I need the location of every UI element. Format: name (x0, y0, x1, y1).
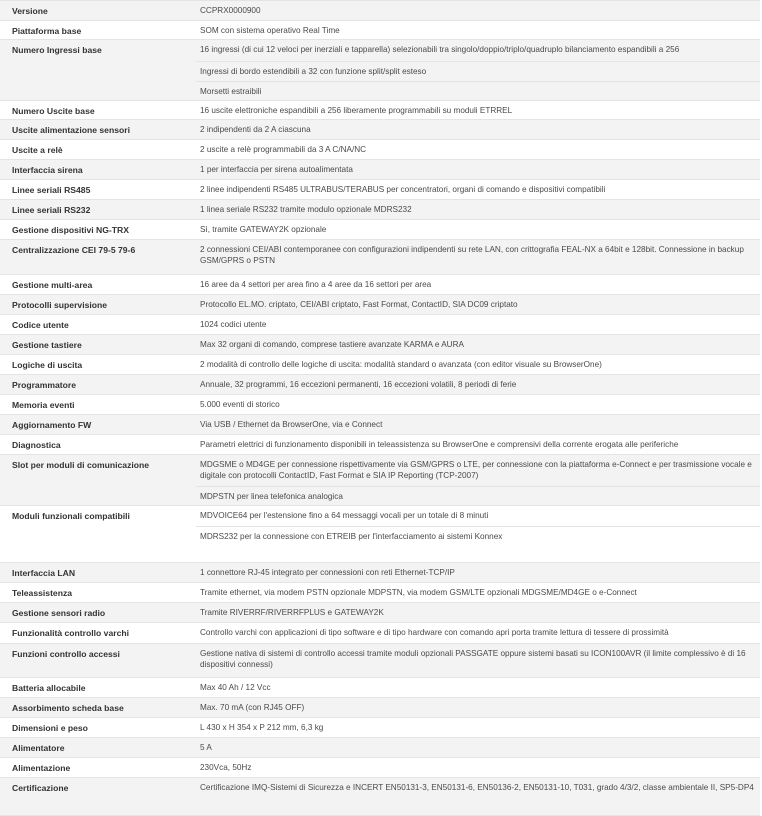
spec-value: MDVOICE64 per l'estensione fino a 64 messaggi vocali per un totale di 8 minuti (200, 511, 489, 520)
spec-value: MDGSME o MD4GE per connessione rispettivamente via GSM/GPRS o LTE, per connessione con la piattaforma e-Connect e per trasmissione vocale e digitale con protocolli ContactID, Fast Format e SIA IP Reporting (TCP-2007) (200, 460, 752, 481)
spec-row (0, 20, 760, 40)
spec-label: Dimensioni e peso (12, 723, 88, 733)
spec-value: 16 uscite elettroniche espandibili a 256 liberamente programmabili su moduli ETRREL (200, 106, 513, 115)
spec-row (0, 199, 760, 220)
spec-value: 2 indipendenti da 2 A ciascuna (200, 125, 311, 134)
spec-label: Logiche di uscita (12, 360, 83, 370)
spec-label: Versione (12, 6, 48, 16)
spec-label: Numero Uscite base (12, 106, 95, 116)
spec-label: Alimentatore (12, 743, 65, 753)
spec-row (0, 454, 760, 506)
spec-label: Funzionalità controllo varchi (12, 628, 129, 638)
spec-label: Piattaforma base (12, 26, 82, 36)
spec-row (0, 697, 760, 718)
spec-value: 1 per interfaccia per sirena autoalimentata (200, 165, 353, 174)
spec-value: Tramite ethernet, via modem PSTN opzionale MDPSTN, via modem GSM/LTE opzionali MDGSME/MD4GE o e-Connect (200, 588, 637, 597)
spec-row (0, 294, 760, 315)
spec-value: Gestione nativa di sistemi di controllo accessi tramite moduli opzionali PASSGATE oppure sistemi basati su ICON100AVR (il limite complessivo è di 16 dispositivi connessi) (200, 649, 746, 670)
spec-row (0, 434, 760, 455)
spec-value: 2 connessioni CEI/ABI contemporanee con configurazioni indipendenti su rete LAN, con crittografia FEAL-NX a 64bit e 128bit. Connessione in backup GSM/GPRS o PSTN (200, 245, 744, 266)
spec-subrow (196, 61, 760, 82)
spec-label: Codice utente (12, 320, 69, 330)
spec-subrow (196, 81, 760, 102)
spec-value: CCPRX0000900 (200, 6, 261, 15)
spec-label: Protocolli supervisione (12, 300, 108, 310)
spec-label: Teleassistenza (12, 588, 73, 598)
spec-subrow (196, 486, 760, 507)
spec-value: Tramite RIVERRF/RIVERRFPLUS e GATEWAY2K (200, 608, 384, 617)
spec-value: 5.000 eventi di storico (200, 400, 280, 409)
spec-subrow (196, 40, 760, 61)
spec-label: Uscite a relè (12, 145, 63, 155)
spec-row (0, 39, 760, 101)
spec-row (0, 622, 760, 644)
spec-row (0, 374, 760, 395)
spec-value: 1 connettore RJ-45 integrato per connessioni con reti Ethernet-TCP/IP (200, 568, 455, 577)
spec-label: Gestione multi-area (12, 280, 93, 290)
spec-value: 16 ingressi (di cui 12 veloci per inerziali e tapparella) selezionabili tra singolo/doppio/triplo/quadruplo bilanciamento espandibili a 256 (200, 45, 680, 54)
spec-row (0, 159, 760, 180)
spec-label: Memoria eventi (12, 400, 75, 410)
spec-row (0, 274, 760, 295)
spec-row (0, 239, 760, 275)
spec-label: Slot per moduli di comunicazione (12, 460, 150, 470)
spec-value: 16 aree da 4 settori per area fino a 4 aree da 16 settori per area (200, 280, 432, 289)
spec-row (0, 139, 760, 160)
spec-label: Aggiornamento FW (12, 420, 92, 430)
spec-value: MDRS232 per la connessione con ETREIB per l'interfacciamento ai sistemi Konnex (200, 532, 503, 541)
spec-value: Parametri elettrici di funzionamento disponibili in teleassistenza su BrowserOne e comprensivi della corrente erogata alle periferiche (200, 440, 679, 449)
spec-label: Gestione sensori radio (12, 608, 106, 618)
spec-row (0, 737, 760, 758)
spec-label: Interfaccia LAN (12, 568, 76, 578)
spec-label: Gestione tastiere (12, 340, 82, 350)
spec-row (0, 757, 760, 778)
spec-value: Max 32 organi di comando, comprese tastiere avanzate KARMA e AURA (200, 340, 464, 349)
spec-row (0, 179, 760, 200)
spec-label: Funzioni controllo accessi (12, 649, 120, 659)
spec-row (0, 562, 760, 583)
spec-label: Certificazione (12, 783, 69, 793)
spec-row (0, 354, 760, 375)
spec-value: Protocollo EL.MO. criptato, CEI/ABI criptato, Fast Format, ContactID, SIA DC09 criptato (200, 300, 518, 309)
spec-label: Interfaccia sirena (12, 165, 83, 175)
spec-row (0, 414, 760, 435)
spec-label: Diagnostica (12, 440, 61, 450)
spec-value: 2 modalità di controllo delle logiche di uscita: modalità standard o avanzata (con editor visuale su BrowserOne) (200, 360, 602, 369)
spec-label: Alimentazione (12, 763, 71, 773)
spec-label: Moduli funzionali compatibili (12, 511, 130, 521)
spec-value: Sì, tramite GATEWAY2K opzionale (200, 225, 327, 234)
spec-value: 2 linee indipendenti RS485 ULTRABUS/TERABUS per concentratori, organi di comando e dispositivi compatibili (200, 185, 606, 194)
spec-value: Certificazione IMQ-Sistemi di Sicurezza e INCERT EN50131-3, EN50131-6, EN50136-2, EN50131-10, T031, grado 4/3/2, classe ambientale II, SP5-DP4 (200, 783, 754, 792)
spec-label: Linee seriali RS232 (12, 205, 91, 215)
spec-row (0, 219, 760, 240)
spec-value: Annuale, 32 programmi, 16 eccezioni permanenti, 16 eccezioni volatili, 8 periodi di ferie (200, 380, 517, 389)
spec-value: 1024 codici utente (200, 320, 267, 329)
spec-value: Max. 70 mA (con RJ45 OFF) (200, 703, 305, 712)
spec-row (0, 314, 760, 335)
spec-value: 5 A (200, 743, 212, 752)
spec-row (0, 334, 760, 355)
spec-value: Ingressi di bordo estendibili a 32 con funzione split/split esteso (200, 67, 427, 76)
spec-row (0, 100, 760, 120)
spec-label: Centralizzazione CEI 79-5 79-6 (12, 245, 136, 255)
spec-row (0, 119, 760, 140)
spec-label: Numero Ingressi base (12, 45, 102, 55)
spec-subrow (196, 506, 760, 526)
spec-row (0, 717, 760, 738)
spec-value: Via USB / Ethernet da BrowserOne, via e Connect (200, 420, 383, 429)
spec-value: 2 uscite a relè programmabili da 3 A C/NA/NC (200, 145, 367, 154)
spec-row (0, 0, 760, 21)
spec-value: L 430 x H 354 x P 212 mm, 6,3 kg (200, 723, 324, 732)
spec-value: 1 linea seriale RS232 tramite modulo opzionale MDRS232 (200, 205, 412, 214)
spec-label: Batteria allocabile (12, 683, 86, 693)
spec-row (0, 582, 760, 603)
spec-value: 230Vca, 50Hz (200, 763, 252, 772)
spec-value: MDPSTN per linea telefonica analogica (200, 492, 343, 501)
spec-label: Gestione dispositivi NG-TRX (12, 225, 129, 235)
spec-value: Controllo varchi con applicazioni di tipo software e di tipo hardware con comando apri porta tramite lettura di tessere di prossimità (200, 628, 669, 637)
spec-row (0, 394, 760, 415)
spec-label: Assorbimento scheda base (12, 703, 124, 713)
spec-row (0, 602, 760, 623)
spec-row (0, 777, 760, 816)
spec-label: Linee seriali RS485 (12, 185, 91, 195)
spec-subrow (196, 455, 760, 486)
spec-row (0, 643, 760, 678)
spec-row (0, 505, 760, 563)
spec-row (0, 677, 760, 698)
spec-subrow (196, 526, 760, 548)
spec-label: Uscite alimentazione sensori (12, 125, 130, 135)
spec-label: Programmatore (12, 380, 76, 390)
spec-value: Morsetti estraibili (200, 87, 262, 96)
spec-value: SOM con sistema operativo Real Time (200, 26, 340, 35)
spec-value: Max 40 Ah / 12 Vcc (200, 683, 271, 692)
